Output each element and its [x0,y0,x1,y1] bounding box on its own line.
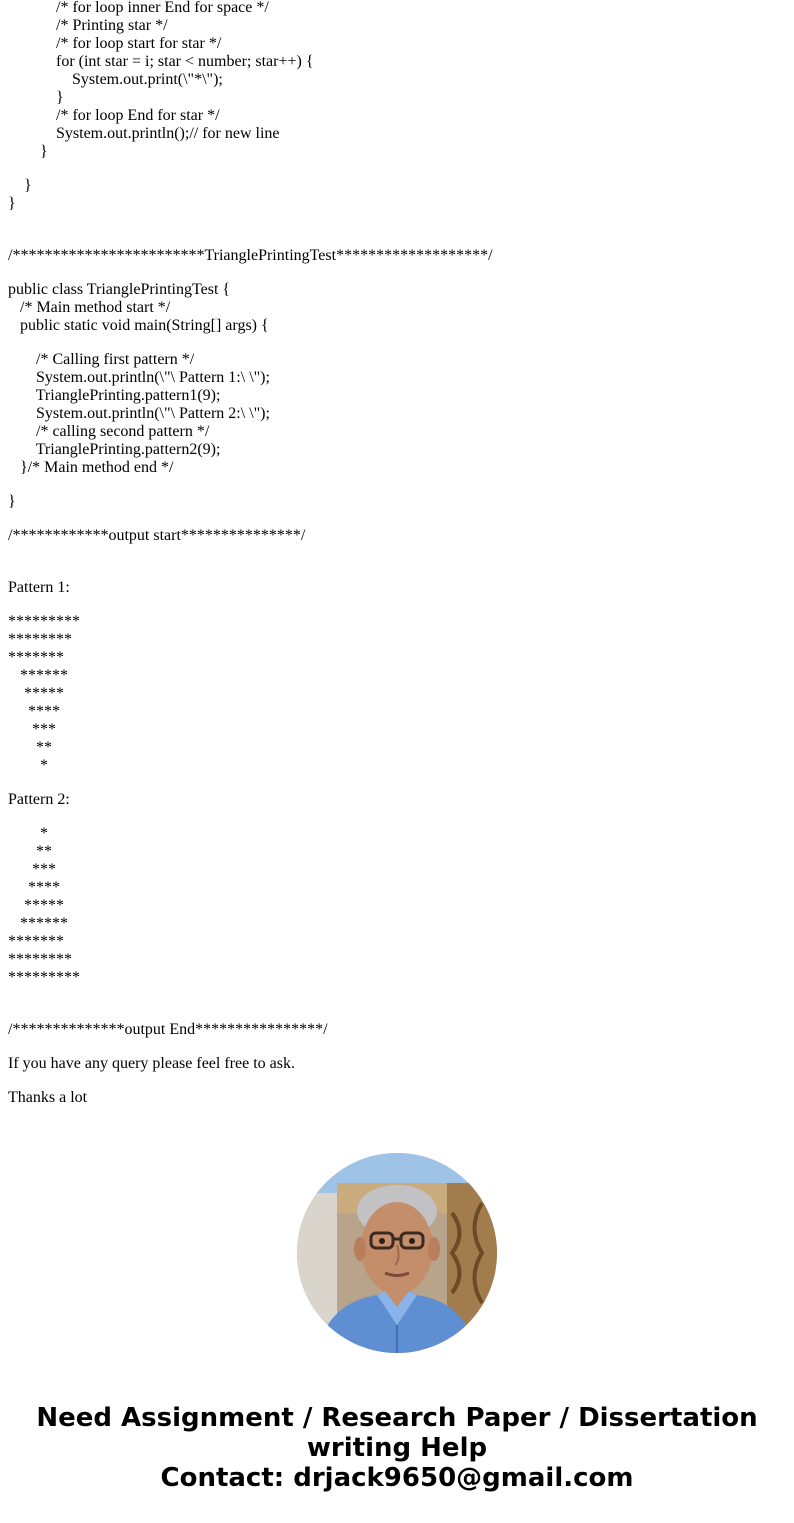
test-code-line: } [8,493,16,510]
code-line: for (int star = i; star < number; star++) { [8,53,314,70]
pattern2-row: ***** [8,897,64,914]
pattern2-row: ******** [8,951,72,968]
pattern1-row: ******* [8,649,64,666]
pattern2-label: Pattern 2: [8,791,70,808]
footer-line1: Need Assignment / Research Paper / Dissertation [36,1403,758,1433]
pattern1-row: ******** [8,631,72,648]
pattern1-row: **** [8,703,60,720]
code-line: /* for loop inner End for space */ [8,0,269,16]
code-line: } [8,89,64,106]
footer-promo [0,1403,794,1493]
code-line: System.out.print(\"*\"); [8,71,223,88]
author-avatar [297,1153,497,1353]
pattern2-row: ** [8,843,52,860]
closing-query-text: If you have any query please feel free to ask. [8,1055,295,1072]
test-code-line: /* calling second pattern */ [8,423,210,440]
pattern2-row: **** [8,879,60,896]
pattern1-row: ***** [8,685,64,702]
pattern2-row: * [8,825,48,842]
test-code-line: public static void main(String[] args) { [8,317,269,334]
test-code-line: System.out.println(\"\ Pattern 1:\ \"); [8,369,270,386]
code-line: /* Printing star */ [8,17,168,34]
pattern2-row: ********* [8,969,80,986]
test-code-line: /* Calling first pattern */ [8,351,195,368]
closing-thanks-text: Thanks a lot [8,1089,88,1106]
test-code-line: TrianglePrinting.pattern1(9); [8,387,221,404]
code-line: /* for loop End for star */ [8,107,220,124]
test-code-line: System.out.println(\"\ Pattern 2:\ \"); [8,405,270,422]
pattern1-label: Pattern 1: [8,579,70,596]
code-line: } [8,195,16,212]
footer-line2: writing Help [306,1433,488,1463]
test-code-line: public class TrianglePrintingTest { [8,281,231,298]
section-header-test: /************************TrianglePrintingTest*******************/ [8,247,493,264]
author-portrait-image [297,1153,497,1353]
footer-contact: Contact: drjack9650@gmail.com [160,1463,634,1493]
pattern1-row: ****** [8,667,68,684]
code-line: System.out.println();// for new line [8,125,280,142]
test-code-line: /* Main method start */ [8,299,171,316]
test-code-line: TrianglePrinting.pattern2(9); [8,441,221,458]
output-end-marker: /**************output End****************/ [8,1021,328,1038]
pattern2-row: *** [8,861,56,878]
pattern1-row: ** [8,739,52,756]
output-start-marker: /************output start***************/ [8,527,306,544]
pattern1-row: *** [8,721,56,738]
code-line: } [8,143,48,160]
pattern1-row: * [8,757,48,774]
pattern2-row: ****** [8,915,68,932]
pattern2-row: ******* [8,933,64,950]
pattern1-row: ********* [8,613,80,630]
code-line: } [8,177,32,194]
test-code-line: }/* Main method end */ [8,459,174,476]
code-line: /* for loop start for star */ [8,35,222,52]
